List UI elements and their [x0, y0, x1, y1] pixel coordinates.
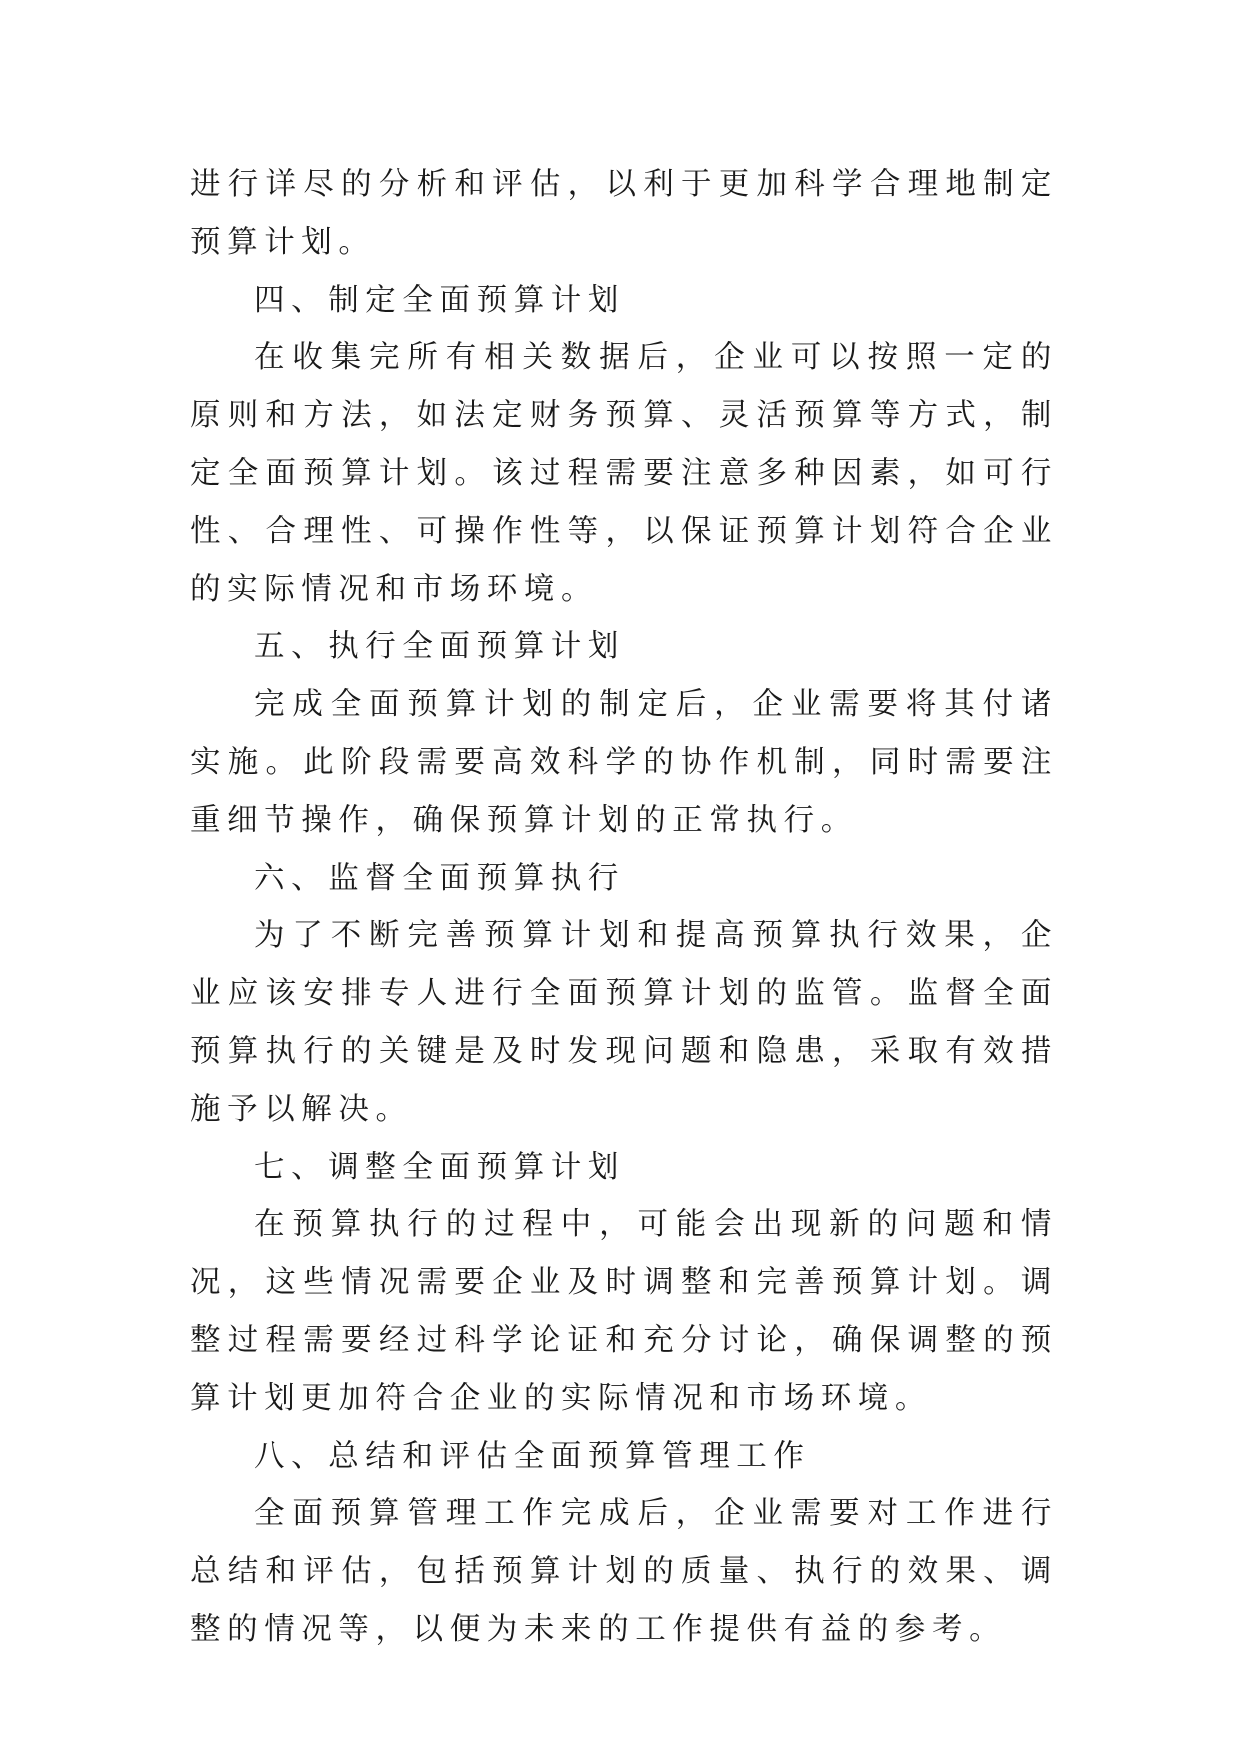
section-heading-5: 五、执行全面预算计划	[254, 629, 625, 665]
section-body-4: 在收集完所有相关数据后，企业可以按照一定的原则和方法，如法定财务预算、灵活预算等方式，制定全面预算计划。该过程需要注意多种因素，如可行性、合理性、可操作性等，以保证预算计划符合企业的实际情况和市场环境。	[190, 340, 1058, 607]
paragraph-continuation: 进行详尽的分析和评估，以利于更加科学合理地制定预算计划。	[190, 167, 1058, 260]
section-body-6: 为了不断完善预算计划和提高预算执行效果，企业应该安排专人进行全面预算计划的监管。监督全面预算执行的关键是及时发现问题和隐患，采取有效措施予以解决。	[190, 918, 1058, 1127]
section-heading-7: 七、调整全面预算计划	[254, 1149, 625, 1185]
section-heading-8: 八、总结和评估全面预算管理工作	[254, 1438, 811, 1474]
section-body-8: 全面预算管理工作完成后，企业需要对工作进行总结和评估，包括预算计划的质量、执行的效果、调整的情况等，以便为未来的工作提供有益的参考。	[190, 1496, 1058, 1647]
document-body	[190, 156, 1058, 1659]
section-heading-6: 六、监督全面预算执行	[254, 860, 625, 896]
section-body-7: 在预算执行的过程中，可能会出现新的问题和情况，这些情况需要企业及时调整和完善预算计划。调整过程需要经过科学论证和充分讨论，确保调整的预算计划更加符合企业的实际情况和市场环境。	[190, 1207, 1058, 1416]
section-heading-4: 四、制定全面预算计划	[254, 282, 625, 318]
section-body-5: 完成全面预算计划的制定后，企业需要将其付诸实施。此阶段需要高效科学的协作机制，同时需要注重细节操作，确保预算计划的正常执行。	[190, 687, 1058, 838]
